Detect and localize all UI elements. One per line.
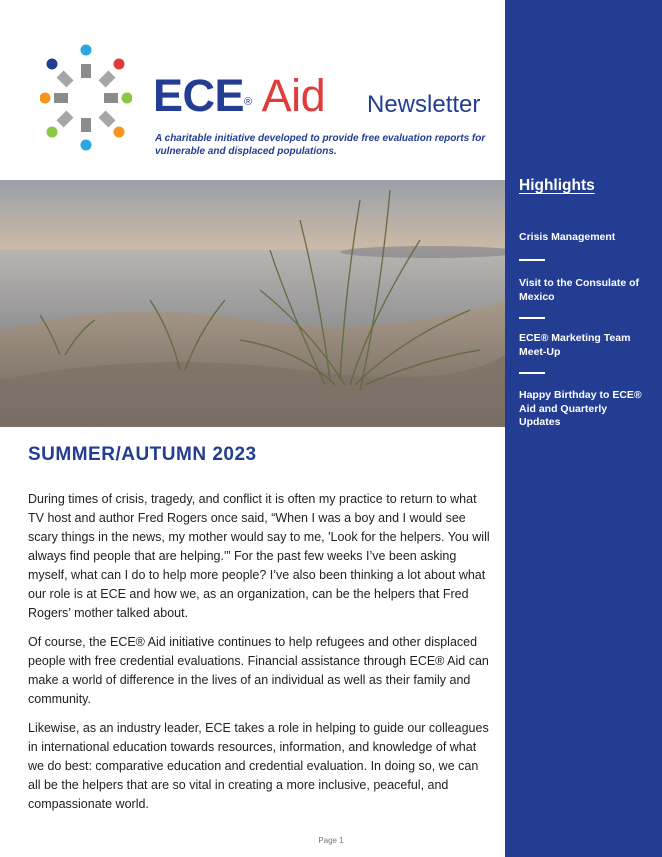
highlight-item-crisis-management[interactable]: Crisis Management [519, 231, 616, 243]
brand-aid: Aid [261, 70, 326, 121]
brand-registered-mark: ® [244, 96, 252, 108]
tagline: A charitable initiative developed to provide free evaluation reports for vulnerable and displaced populations. [155, 133, 486, 157]
newsletter-title: Newsletter [367, 91, 481, 118]
article-body [28, 490, 490, 824]
highlight-item-marketing-meetup[interactable]: ECE® Marketing Team Meet-Up [519, 332, 631, 358]
highlight-divider [519, 317, 545, 319]
ece-logo-icon [40, 44, 132, 152]
highlight-item-birthday-updates[interactable]: Happy Birthday to ECE® Aid and Quarterly Updates [519, 389, 642, 428]
highlight-divider [519, 259, 545, 261]
highlight-item-consulate-visit[interactable]: Visit to the Consulate of Mexico [519, 277, 639, 303]
beach-dune-photo [0, 180, 505, 427]
brand-ece: ECE [153, 70, 245, 121]
article-paragraph: During times of crisis, tragedy, and conflict it is often my practice to return to what TV host and author Fred Rogers once said, “When I was a boy and I would see scary things in the news, my mother would say to me, 'Look for the helpers. You will always find people that are helping.'” For the past few weeks I’ve been asking myself, what can I do to help more people? I’ve also been thinking a lot about what our role is at ECE and how we, as an organization, can be the helpers that Fred Rogers’ mother talked about. [28, 492, 490, 620]
brand-wordmark [153, 71, 325, 121]
article-paragraph: Of course, the ECE® Aid initiative continues to help refugees and other displaced people with free credential evaluations. Financial assistance through ECE® Aid can make a world of difference in the lives of an individual as well as their family and community. [28, 635, 489, 706]
highlights-title: Highlights [519, 177, 595, 194]
highlights-sidebar [505, 0, 662, 857]
page-number-label: Page 1 [318, 836, 344, 845]
article-paragraph: Likewise, as an industry leader, ECE takes a role in helping to guide our colleagues in international education towards resources, information, and knowledge of what we do best: comparative education and credential evaluation. In doing so, we can all be the helpers that are so vital in creating a more inclusive, peaceful, and compassionate world. [28, 721, 489, 811]
page-number [0, 836, 662, 845]
season-heading: SUMMER/AUTUMN 2023 [28, 444, 257, 465]
highlight-divider [519, 372, 545, 374]
